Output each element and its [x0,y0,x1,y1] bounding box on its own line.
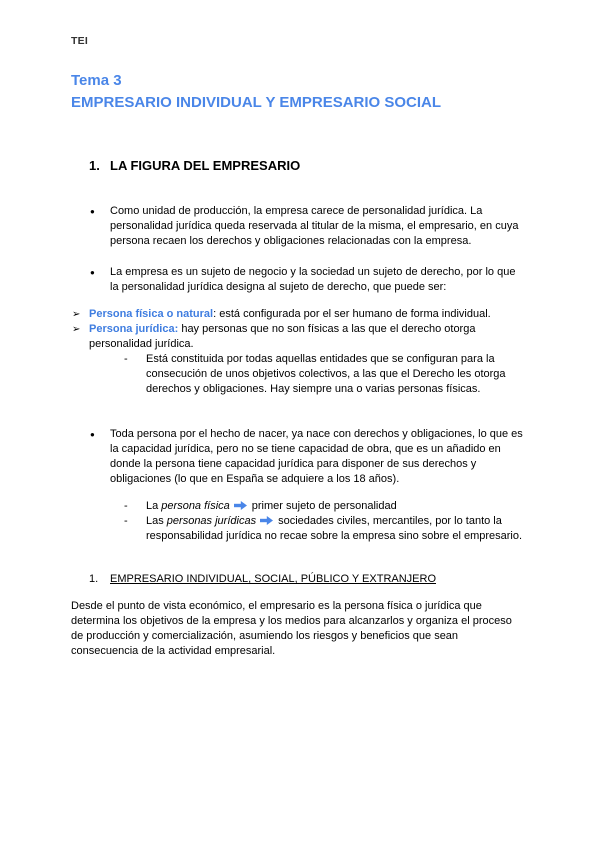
definition-list [71,307,527,397]
sub-note-item [71,352,527,397]
dash-text-pre: Las [146,515,167,527]
right-arrow-icon [234,501,247,510]
bullet-item-capacidad [71,427,527,487]
arrow-bullet-icon: ➢ [72,309,81,320]
dash-item-persona-fisica [71,499,527,514]
bullet-item-sujeto [71,265,527,295]
definition-term: Persona física o natural [89,308,214,320]
dash-text-pre: La [146,500,162,512]
dash-text-italic: persona física [161,500,230,512]
section-number: 1. [89,158,100,173]
doc-subtitle: Tema 3 [71,72,122,89]
definition-persona-juridica [71,322,527,352]
right-arrow-icon [260,516,273,525]
subsection-heading-empresario [71,572,527,587]
definition-text: hay personas que no son físicas a las que el derecho otorga personalidad jurídica. [89,323,476,350]
bullet-text: Como unidad de producción, la empresa carece de personalidad jurídica. La personalidad jurídica queda reservada al titular de la misma, el empresario, en cuya persona recaen los derechos y obligaciones relacionadas con la empresa. [110,205,519,247]
bullet-item-personalidad [71,204,527,249]
dash-icon: - [124,515,128,527]
arrow-bullet-icon: ➢ [72,324,81,335]
sub-note-text: Está constituida por todas aquellas entidades que se configuran para la consecución de unos objetivos colectivos, a las que el Derecho les otorga derechos y obligaciones. Hay siempre una o varias personas físicas. [146,353,506,395]
dash-list [71,499,527,544]
subsection-number: 1. [89,573,99,585]
bullet-text: La empresa es un sujeto de negocio y la sociedad un sujeto de derecho, por lo que la personalidad jurídica designa al sujeto de derecho, que puede ser: [110,266,516,293]
header-label: TEI [71,35,88,47]
dash-icon: - [124,500,128,512]
closing-paragraph: Desde el punto de vista económico, el empresario es la persona física o jurídica que determina los objetivos de la empresa y los medios para alcanzarlos y organiza el proceso de producción y comercialización, asumiendo los riesgos y beneficios que sean consecuencia de la actividad empresarial. [71,600,512,657]
dash-text-post: primer sujeto de personalidad [251,500,397,512]
dash-icon: - [124,353,128,365]
doc-title: EMPRESARIO INDIVIDUAL Y EMPRESARIO SOCIAL [71,94,442,111]
definition-persona-fisica [71,307,527,322]
dash-text-italic: personas jurídicas [166,515,257,527]
section-heading-la-figura [71,157,527,174]
bullet-list [71,204,527,295]
subsection-title: EMPRESARIO INDIVIDUAL, SOCIAL, PÚBLICO Y EXTRANJERO [110,573,437,585]
section-title: LA FIGURA DEL EMPRESARIO [110,158,301,173]
definition-text: : está configurada por el ser humano de forma individual. [213,308,491,320]
definition-term: Persona jurídica: [89,323,179,335]
dash-text-post: sociedades civiles, mercantiles, por lo tanto la responsabilidad jurídica no recae sobre la empresa sino sobre el empresario. [146,515,523,542]
bullet-icon: ● [90,268,95,277]
dash-item-personas-juridicas [71,514,527,544]
bullet-text: Toda persona por el hecho de nacer, ya nace con derechos y obligaciones, lo que es la capacidad jurídica, pero no se tiene capacidad de obra, que es un añadido en donde la persona tiene capacidad jurídica para disponer de sus derechos y obligaciones (lo que en España se adquiere a los 18 años). [110,428,523,485]
bullet-icon: ● [90,430,95,439]
bullet-icon: ● [90,207,95,216]
